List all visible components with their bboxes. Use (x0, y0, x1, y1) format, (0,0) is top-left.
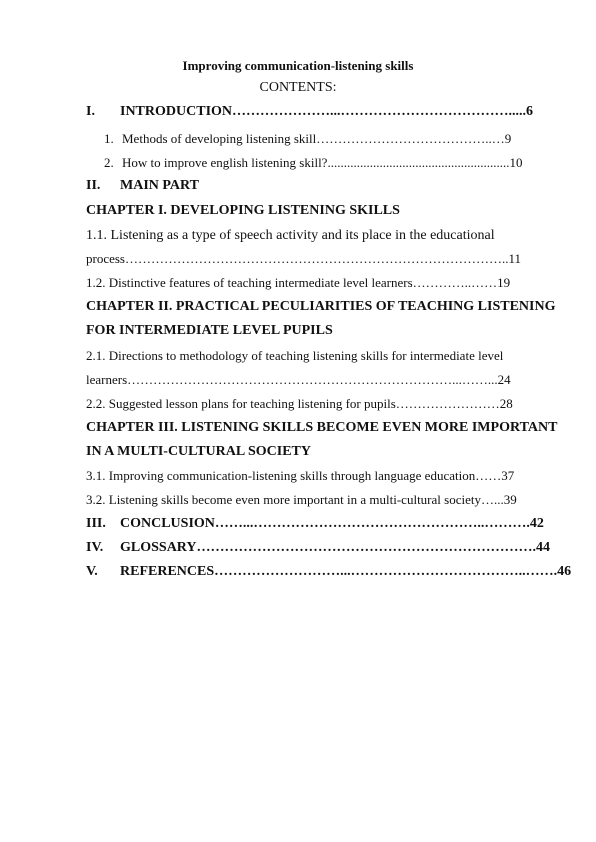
toc-number: 1. (104, 131, 114, 146)
toc-item-2-1-line1: 2.1. Directions to methodology of teaching listening skills for intermediate level (86, 348, 504, 363)
toc-label: MAIN PART (120, 178, 199, 193)
toc-label: REFERENCES………………………...………………………………..…….46 (120, 564, 572, 579)
toc-item-3-2: 3.2. Listening skills become even more important in a multi-cultural society…...39 (86, 492, 517, 507)
toc-chapter-2-line2: FOR INTERMEDIATE LEVEL PUPILS (86, 323, 333, 338)
toc-chapter-2-line1: CHAPTER II. PRACTICAL PECULIARITIES OF TEACHING LISTENING (86, 299, 556, 314)
toc-number: II. (86, 178, 101, 193)
toc-references (86, 564, 571, 580)
toc-item-methods (104, 131, 511, 147)
contents-heading: CONTENTS: (259, 80, 337, 95)
toc-item-2-2: 2.2. Suggested lesson plans for teaching listening for pupils……………………28 (86, 396, 513, 411)
toc-item-improve (104, 155, 522, 171)
toc-chapter-3-line1: CHAPTER III. LISTENING SKILLS BECOME EVEN MORE IMPORTANT (86, 420, 558, 435)
toc-label: How to improve english listening skill?........................................................10 (122, 155, 523, 170)
toc-label: Methods of developing listening skill…………………………………..…9 (122, 131, 512, 146)
toc-glossary (86, 540, 550, 556)
toc-label: INTRODUCTION…………………...……………………………….....6 (120, 104, 534, 119)
toc-conclusion (86, 516, 544, 532)
toc-item-1-2: 1.2. Distinctive features of teaching intermediate level learners…………..……19 (86, 275, 511, 290)
toc-chapter-3-line2: IN A MULTI-CULTURAL SOCIETY (86, 444, 311, 459)
toc-chapter-1: CHAPTER I. DEVELOPING LISTENING SKILLS (86, 203, 400, 218)
toc-number: IV. (86, 540, 104, 555)
toc-item-1-1-line1: 1.1. Listening as a type of speech activity and its place in the educational (86, 228, 495, 243)
toc-item-1-1-line2: process……………………………………………………………………………..11 (86, 251, 522, 266)
toc-item-3-1: 3.1. Improving communication-listening skills through language education……37 (86, 468, 515, 483)
toc-number: III. (86, 516, 106, 531)
toc-label: CONCLUSION……...…………………………………………..……….42 (120, 516, 544, 531)
toc-item-2-1-line2: learners…………………………………………………………………...……...24 (86, 372, 511, 387)
toc-label: GLOSSARY……………………………………………………………….44 (120, 540, 551, 555)
document-title: Improving communication-listening skills (182, 58, 414, 73)
toc-introduction (86, 104, 533, 120)
toc-number: V. (86, 564, 98, 579)
toc-number: I. (86, 104, 95, 119)
toc-number: 2. (104, 155, 114, 170)
toc-main-part (86, 178, 199, 194)
